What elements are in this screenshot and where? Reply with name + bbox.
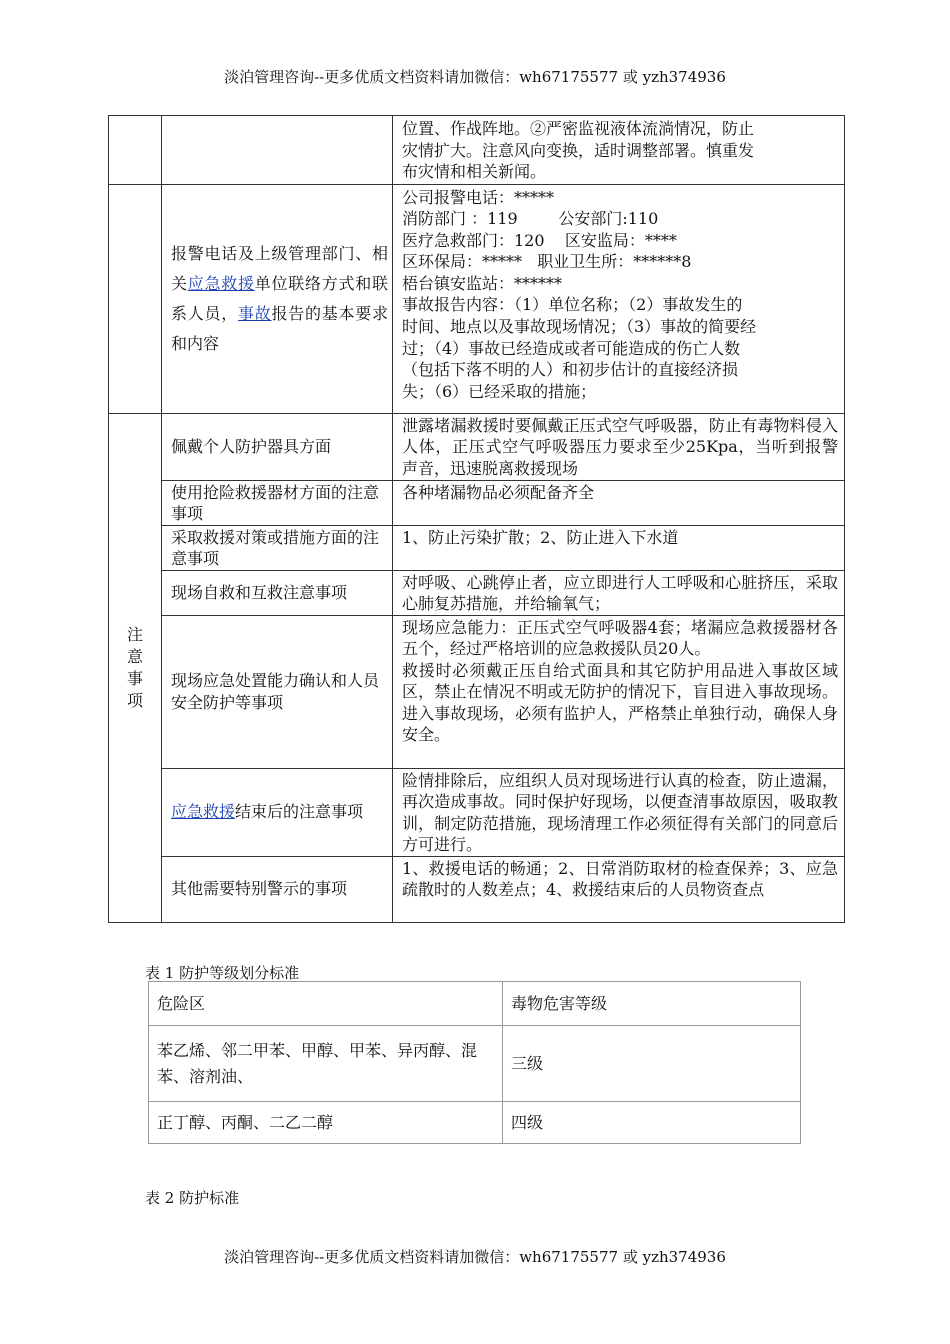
group-label-char: 事 bbox=[127, 668, 144, 688]
text-line: 医疗急救部门：120 区安监局：**** bbox=[402, 230, 677, 250]
text-line: 消防部门 ：119 公安部门:110 bbox=[402, 209, 659, 229]
table-cell: 1、防止污染扩散；2、防止进入下水道 bbox=[393, 525, 845, 570]
cell-text: 报警电话及上级管理部门、相关 bbox=[171, 243, 388, 293]
text-line: 时间、地点以及事故现场情况；（3）事故的简要经 bbox=[402, 317, 757, 337]
link-emergency-rescue[interactable]: 应急救援 bbox=[171, 802, 236, 822]
table-row bbox=[109, 116, 845, 185]
table-row bbox=[149, 1026, 801, 1102]
text-line: 位置、作战阵地。②严密监视液体流淌情况，防止 bbox=[402, 119, 755, 138]
cell-text: 单位联络方式和联系人员， bbox=[171, 273, 388, 323]
cell-paragraph: 救援时必须戴正压自给式面具和其它防护用品进入事故区域区，禁止在情况不明或无防护的情况下，盲目进入事故现场。进入事故现场，必须有监护人，严格禁止单独行动，确保人身安全。 bbox=[402, 660, 838, 744]
text-line: 公司报警电话：***** bbox=[402, 187, 555, 207]
table-cell: 使用抢险救援器材方面的注意事项 bbox=[162, 480, 393, 525]
table-cell: 险情排除后，应组织人员对现场进行认真的检查，防止遗漏，再次造成事故。同时保护好现场，以便查清事故原因，吸取教训，制定防范措施，现场清理工作必须征得有关部门的同意后方可进行。 bbox=[393, 768, 845, 856]
text-line: 失；（6）已经采取的措施； bbox=[402, 381, 597, 401]
text-line: 梧台镇安监站：****** bbox=[402, 273, 563, 293]
blank-cell bbox=[109, 184, 162, 413]
table-cell: 1、救援电话的畅通；2、日常消防取材的检查保养；3、应急疏散时的人数差点；4、救援结束后的人员物资查点 bbox=[393, 856, 845, 922]
table-cell: 对呼吸、心跳停止者，应立即进行人工呼吸和心脏挤压，采取心肺复苏措施，并给输氧气； bbox=[393, 570, 845, 615]
cell-paragraph: 现场应急能力：正压式空气呼吸器4套；堵漏应急救援器材各五个，经过严格培训的应急救援队员20人。 bbox=[402, 617, 838, 658]
text-line: 区环保局：***** 职业卫生所：******8 bbox=[402, 252, 692, 272]
table-row bbox=[109, 184, 845, 413]
table-cell: 苯乙烯、邻二甲苯、甲醇、甲苯、异丙醇、混苯、溶剂油、 bbox=[149, 1026, 503, 1102]
table-row bbox=[109, 856, 845, 922]
table-caption-2: 表 2 防护标准 bbox=[145, 1189, 240, 1207]
table-row bbox=[109, 413, 845, 480]
table-caption-1: 表 1 防护等级划分标准 bbox=[145, 964, 300, 982]
table-row bbox=[109, 525, 845, 570]
table-cell: 泄露堵漏救援时要佩戴正压式空气呼吸器，防止有毒物料侵入人体，正压式空气呼吸器压力要求至少25Kpa，当听到报警声音，迅速脱离救援现场 bbox=[393, 413, 845, 480]
column-header: 危险区 bbox=[149, 982, 503, 1026]
text-line: 事故报告内容：（1）单位名称；（2）事故发生的 bbox=[402, 295, 743, 315]
table-cell: 其他需要特别警示的事项 bbox=[162, 856, 393, 922]
text-line: 过；（4）事故已经造成或者可能造成的伤亡人数 bbox=[402, 338, 741, 358]
table-cell: 现场自救和互救注意事项 bbox=[162, 570, 393, 615]
text-line: （包括下落不明的人）和初步估计的直接经济损 bbox=[402, 360, 739, 380]
table-cell: 佩戴个人防护器具方面 bbox=[162, 413, 393, 480]
table-row bbox=[109, 615, 845, 768]
cell-text: 报告的基本要求和内容 bbox=[171, 303, 388, 353]
table-row bbox=[149, 1102, 801, 1144]
cell-text: 结束后的注意事项 bbox=[235, 802, 364, 822]
text-line: 布灾情和相关新闻。 bbox=[402, 162, 547, 181]
table-cell: 采取救援对策或措施方面的注意事项 bbox=[162, 525, 393, 570]
table-cell bbox=[393, 116, 845, 185]
table-header-row bbox=[149, 982, 801, 1026]
column-header: 毒物危害等级 bbox=[503, 982, 801, 1026]
group-label-char: 注 bbox=[127, 624, 144, 644]
group-label-char: 意 bbox=[127, 646, 144, 666]
table-cell: 三级 bbox=[503, 1026, 801, 1102]
table-cell bbox=[162, 184, 393, 413]
table-cell: 四级 bbox=[503, 1102, 801, 1144]
table-cell: 各种堵漏物品必须配备齐全 bbox=[393, 480, 845, 525]
table-cell bbox=[393, 184, 845, 413]
page-header: 淡泊管理咨询--更多优质文档资料请加微信：wh67175577 或 yzh374936 bbox=[224, 68, 726, 86]
group-label-char: 项 bbox=[127, 690, 144, 710]
link-accident[interactable]: 事故 bbox=[238, 303, 272, 323]
table-row bbox=[109, 480, 845, 525]
blank-cell bbox=[109, 116, 162, 185]
page-footer: 淡泊管理咨询--更多优质文档资料请加微信：wh67175577 或 yzh374936 bbox=[224, 1248, 726, 1266]
protection-level-table bbox=[148, 981, 801, 1144]
emergency-table bbox=[108, 115, 845, 923]
table-row bbox=[109, 570, 845, 615]
blank-cell bbox=[162, 116, 393, 185]
table-cell bbox=[393, 615, 845, 768]
table-cell: 现场应急处置能力确认和人员安全防护等事项 bbox=[162, 615, 393, 768]
table-cell: 正丁醇、丙酮、二乙二醇 bbox=[149, 1102, 503, 1144]
table-cell bbox=[162, 768, 393, 856]
link-emergency-rescue[interactable]: 应急救援 bbox=[187, 273, 255, 293]
group-label bbox=[109, 413, 162, 922]
text-line: 灾情扩大。注意风向变换，适时调整部署。慎重发 bbox=[402, 140, 755, 160]
table-row bbox=[109, 768, 845, 856]
